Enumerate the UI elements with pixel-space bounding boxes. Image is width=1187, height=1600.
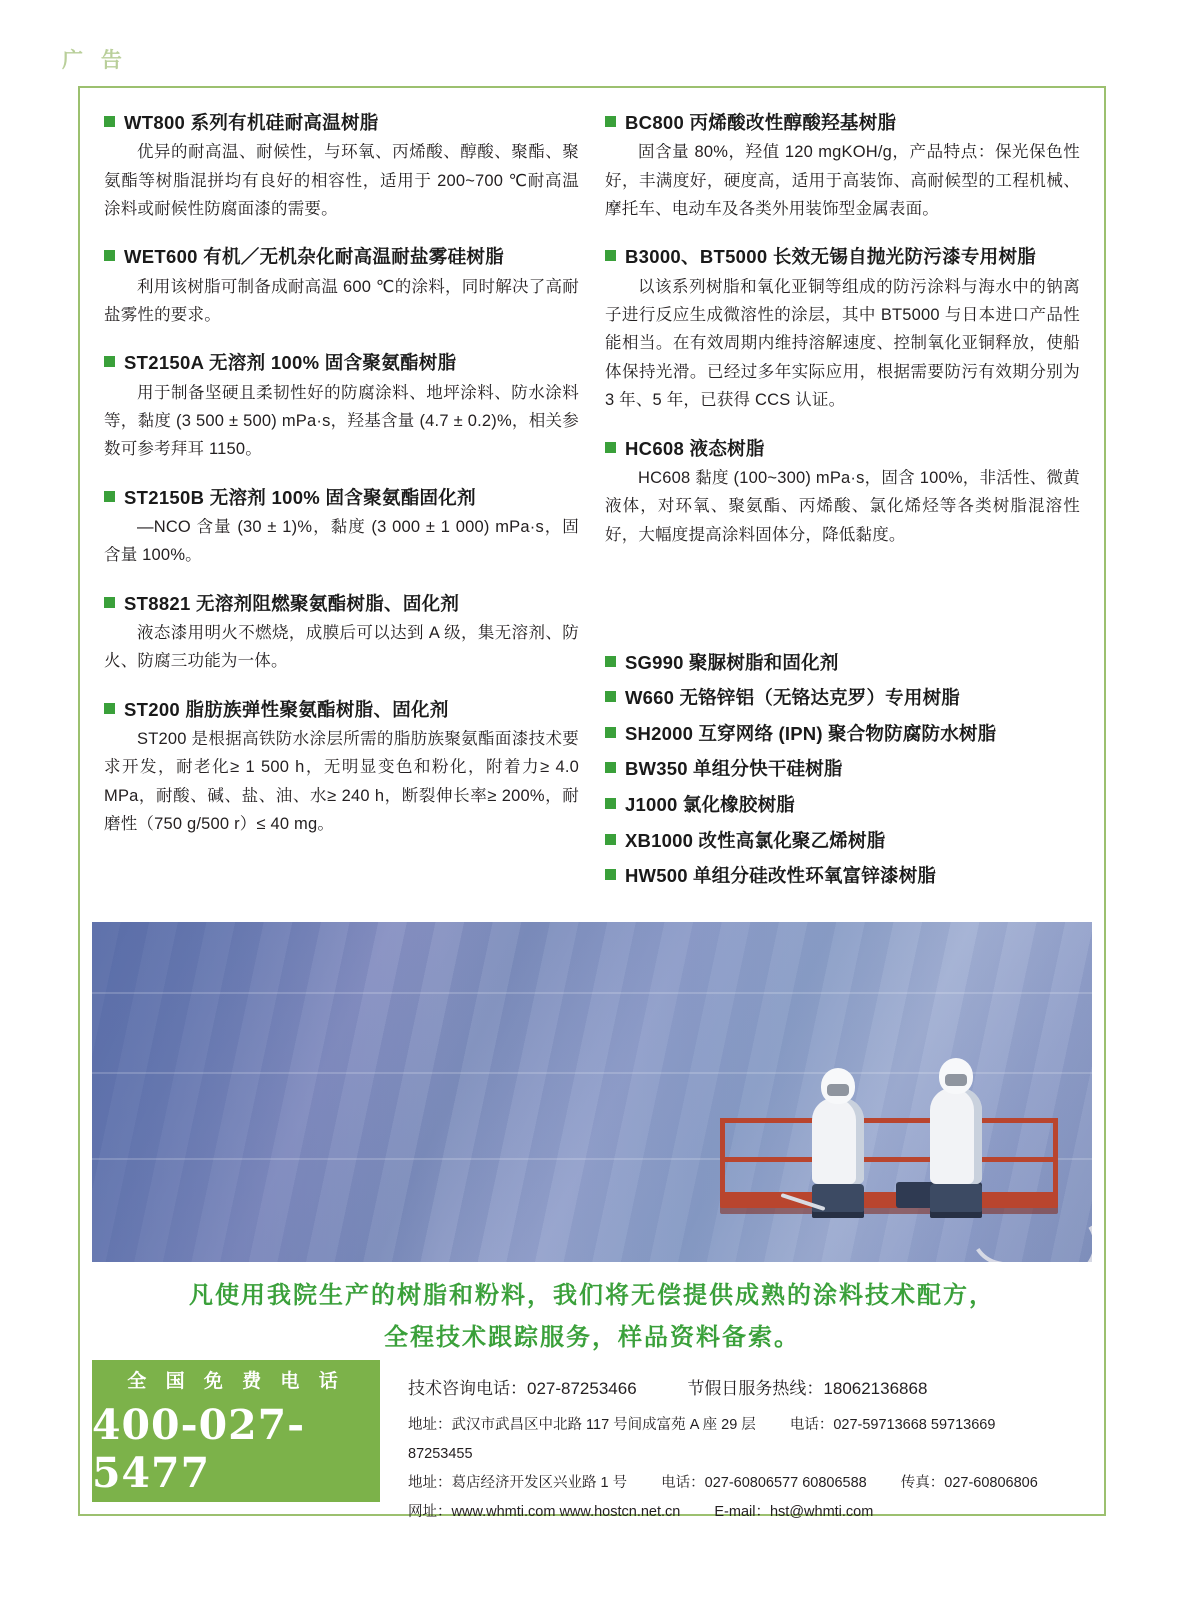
square-bullet-icon bbox=[605, 798, 616, 809]
square-bullet-icon bbox=[605, 727, 616, 738]
product-title bbox=[605, 244, 1080, 270]
product-list-item-label: SG990 聚脲树脂和固化剂 bbox=[625, 651, 839, 673]
product-block bbox=[104, 350, 579, 463]
square-bullet-icon bbox=[605, 834, 616, 845]
square-bullet-icon bbox=[605, 656, 616, 667]
left-column bbox=[104, 110, 579, 894]
product-title-text: B3000、BT5000 长效无锡自抛光防污漆专用树脂 bbox=[625, 246, 1037, 268]
worker-hood bbox=[939, 1058, 973, 1094]
product-title bbox=[605, 436, 1080, 462]
product-list-item-label: SH2000 互穿网络 (IPN) 聚合物防腐防水树脂 bbox=[625, 722, 997, 744]
square-bullet-icon bbox=[605, 762, 616, 773]
product-body: 液态漆用明火不燃烧，成膜后可以达到 A 级，集无溶剂、防火、防腐三功能为一体。 bbox=[104, 624, 579, 671]
product-body: 用于制备坚硬且柔韧性好的防腐涂料、地坪涂料、防水涂料等，黏度 (3 500 ± 500) mPa·s，羟基含量 (4.7 ± 0.2)%，相关参数可参考拜耳 1150。 bbox=[104, 383, 579, 459]
address-1-label: 地址：武汉市武昌区中北路 117 号间成富苑 A 座 29 层 bbox=[408, 1417, 756, 1433]
product-title bbox=[104, 485, 579, 511]
worker-suit bbox=[812, 1098, 864, 1184]
slogan-line-1: 凡使用我院生产的树脂和粉料，我们将无偿提供成熟的涂料技术配方， bbox=[189, 1280, 995, 1309]
product-title bbox=[605, 110, 1080, 136]
product-title-text: WT800 系列有机硅耐高温树脂 bbox=[124, 112, 379, 133]
product-body: —NCO 含量 (30 ± 1)%，黏度 (3 000 ± 1 000) mPa·s，固含量 100%。 bbox=[104, 518, 579, 565]
product-title bbox=[104, 110, 579, 136]
product-body: HC608 黏度 (100~300) mPa·s，固含 100%，非活性、微黄液体，对环氧、聚氨酯、丙烯酸、氯化烯烃等各类树脂混溶性好，大幅度提高涂料固体分，降低黏度。 bbox=[605, 468, 1080, 544]
contact-address-1 bbox=[408, 1411, 1092, 1469]
footer bbox=[92, 1360, 1092, 1520]
product-body: 固含量 80%，羟值 120 mgKOH/g，产品特点：保光保色性好，丰满度好，硬度高，适用于高装饰、高耐候型的工程机械、摩托车、电动车及各类外用装饰型金属表面。 bbox=[605, 143, 1080, 219]
address-2-label: 地址：葛店经济开发区兴业路 1 号 bbox=[408, 1475, 628, 1491]
product-list-item bbox=[605, 787, 1080, 823]
square-bullet-icon bbox=[104, 597, 115, 608]
hotline-number[interactable]: 400-027-5477 bbox=[92, 1400, 306, 1497]
product-list-item bbox=[605, 716, 1080, 752]
content-columns bbox=[80, 88, 1104, 894]
product-list-item bbox=[605, 823, 1080, 859]
contact-phones bbox=[408, 1374, 1092, 1399]
product-list-item-label: HW500 单组分硅改性环氧富锌漆树脂 bbox=[625, 865, 937, 887]
product-block bbox=[104, 591, 579, 676]
work-platform bbox=[720, 1104, 1060, 1234]
product-title bbox=[104, 350, 579, 376]
worker-figure bbox=[812, 1068, 864, 1218]
square-bullet-icon bbox=[104, 116, 115, 127]
hull-seam-line bbox=[92, 992, 1092, 994]
square-bullet-icon bbox=[605, 250, 616, 261]
product-block bbox=[104, 485, 579, 570]
product-block bbox=[605, 244, 1080, 414]
product-list-item-label: J1000 氯化橡胶树脂 bbox=[625, 793, 795, 815]
tech-phone: 技术咨询电话：027-87253466 bbox=[408, 1379, 637, 1398]
product-title-text: HC608 液态树脂 bbox=[625, 437, 765, 459]
slogan bbox=[80, 1274, 1104, 1358]
worker-legs bbox=[812, 1184, 864, 1218]
platform-railing bbox=[720, 1118, 1058, 1194]
address-2-phone: 电话：027-60806577 60806588 bbox=[661, 1475, 867, 1491]
product-list-item bbox=[605, 751, 1080, 787]
square-bullet-icon bbox=[104, 703, 115, 714]
product-list-item bbox=[605, 645, 1080, 681]
square-bullet-icon bbox=[104, 356, 115, 367]
right-column bbox=[605, 110, 1080, 894]
product-body: 优异的耐高温、耐候性，与环氧、丙烯酸、醇酸、聚酯、聚氨酯等树脂混拼均有良好的相容性，适用于 200~700 ℃耐高温涂料或耐候性防腐面漆的需要。 bbox=[104, 143, 579, 219]
worker-legs bbox=[930, 1184, 982, 1218]
page-frame bbox=[78, 86, 1106, 1520]
product-block bbox=[605, 110, 1080, 223]
product-list-item-label: XB1000 改性高氯化聚乙烯树脂 bbox=[625, 829, 886, 851]
hotline-panel bbox=[92, 1360, 380, 1502]
product-list-item bbox=[605, 680, 1080, 716]
address-1-phone: 电话：027-59713668 59713669 87253455 bbox=[408, 1417, 996, 1462]
worker-figure bbox=[930, 1058, 982, 1218]
product-block bbox=[104, 697, 579, 839]
contact-address-2 bbox=[408, 1469, 1092, 1498]
product-body: ST200 是根据高铁防水涂层所需的脂肪族聚氨酯面漆技术要求开发，耐老化≥ 1 500 h，无明显变色和粉化，附着力≥ 4.0 MPa，耐酸、碱、盐、油、水≥ 240 h，断裂伸长率≥ 200%，耐磨性（750 g/500 r）≤ 40 mg。 bbox=[104, 730, 579, 834]
square-bullet-icon bbox=[605, 116, 616, 127]
product-title-text: ST8821 无溶剂阻燃聚氨酯树脂、固化剂 bbox=[124, 592, 460, 614]
slogan-line-2: 全程技术跟踪服务，样品资料备索。 bbox=[384, 1322, 800, 1351]
product-title-text: BC800 丙烯酸改性醇酸羟基树脂 bbox=[625, 112, 897, 133]
square-bullet-icon bbox=[605, 691, 616, 702]
hotline-label: 全 国 免 费 电 话 bbox=[127, 1370, 345, 1392]
address-2-fax: 传真：027-60806806 bbox=[900, 1475, 1038, 1491]
holiday-phone: 节假日服务热线：18062136868 bbox=[687, 1379, 928, 1398]
website[interactable]: 网址：www.whmti.com www.hostcn.net.cn bbox=[408, 1504, 681, 1520]
worker-suit bbox=[930, 1088, 982, 1184]
product-body: 利用该树脂可制备成耐高温 600 ℃的涂料，同时解决了高耐盐雾性的要求。 bbox=[104, 277, 579, 325]
worker-hood bbox=[821, 1068, 855, 1104]
product-block bbox=[104, 244, 579, 329]
product-title bbox=[104, 697, 579, 723]
ship-painting-photo bbox=[92, 922, 1092, 1262]
product-block bbox=[605, 436, 1080, 549]
product-title-text: ST2150A 无溶剂 100% 固含聚氨酯树脂 bbox=[124, 352, 457, 374]
square-bullet-icon bbox=[605, 442, 616, 453]
contact-block bbox=[380, 1360, 1092, 1520]
product-title-text: ST200 脂肪族弹性聚氨酯树脂、固化剂 bbox=[124, 698, 449, 720]
product-title bbox=[104, 244, 579, 270]
square-bullet-icon bbox=[605, 869, 616, 880]
product-list-item-label: BW350 单组分快干硅树脂 bbox=[625, 758, 843, 780]
product-list bbox=[605, 645, 1080, 894]
product-block bbox=[104, 110, 579, 223]
product-list-item bbox=[605, 858, 1080, 894]
product-title-text: WET600 有机／无机杂化耐高温耐盐雾硅树脂 bbox=[124, 246, 505, 268]
ad-mark: 广 告 bbox=[62, 49, 128, 72]
contact-web bbox=[408, 1498, 1092, 1527]
product-list-item-label: W660 无铬锌铝（无铬达克罗）专用树脂 bbox=[625, 687, 960, 709]
email[interactable]: E-mail：hst@whmti.com bbox=[714, 1504, 874, 1520]
product-title-text: ST2150B 无溶剂 100% 固含聚氨酯固化剂 bbox=[124, 486, 476, 508]
product-body: 以该系列树脂和氧化亚铜等组成的防污涂料与海水中的钠离子进行反应生成微溶性的涂层，其中 BT5000 与日本进口产品性能相当。在有效周期内维持溶解速度、控制氧化亚铜释放，使船体保持光滑。已经过多年实际应用，根据需要防污有效期分别为 3 年、5 年，已获得 CCS 认证。 bbox=[605, 277, 1080, 410]
square-bullet-icon bbox=[104, 250, 115, 261]
product-title bbox=[104, 591, 579, 617]
square-bullet-icon bbox=[104, 491, 115, 502]
